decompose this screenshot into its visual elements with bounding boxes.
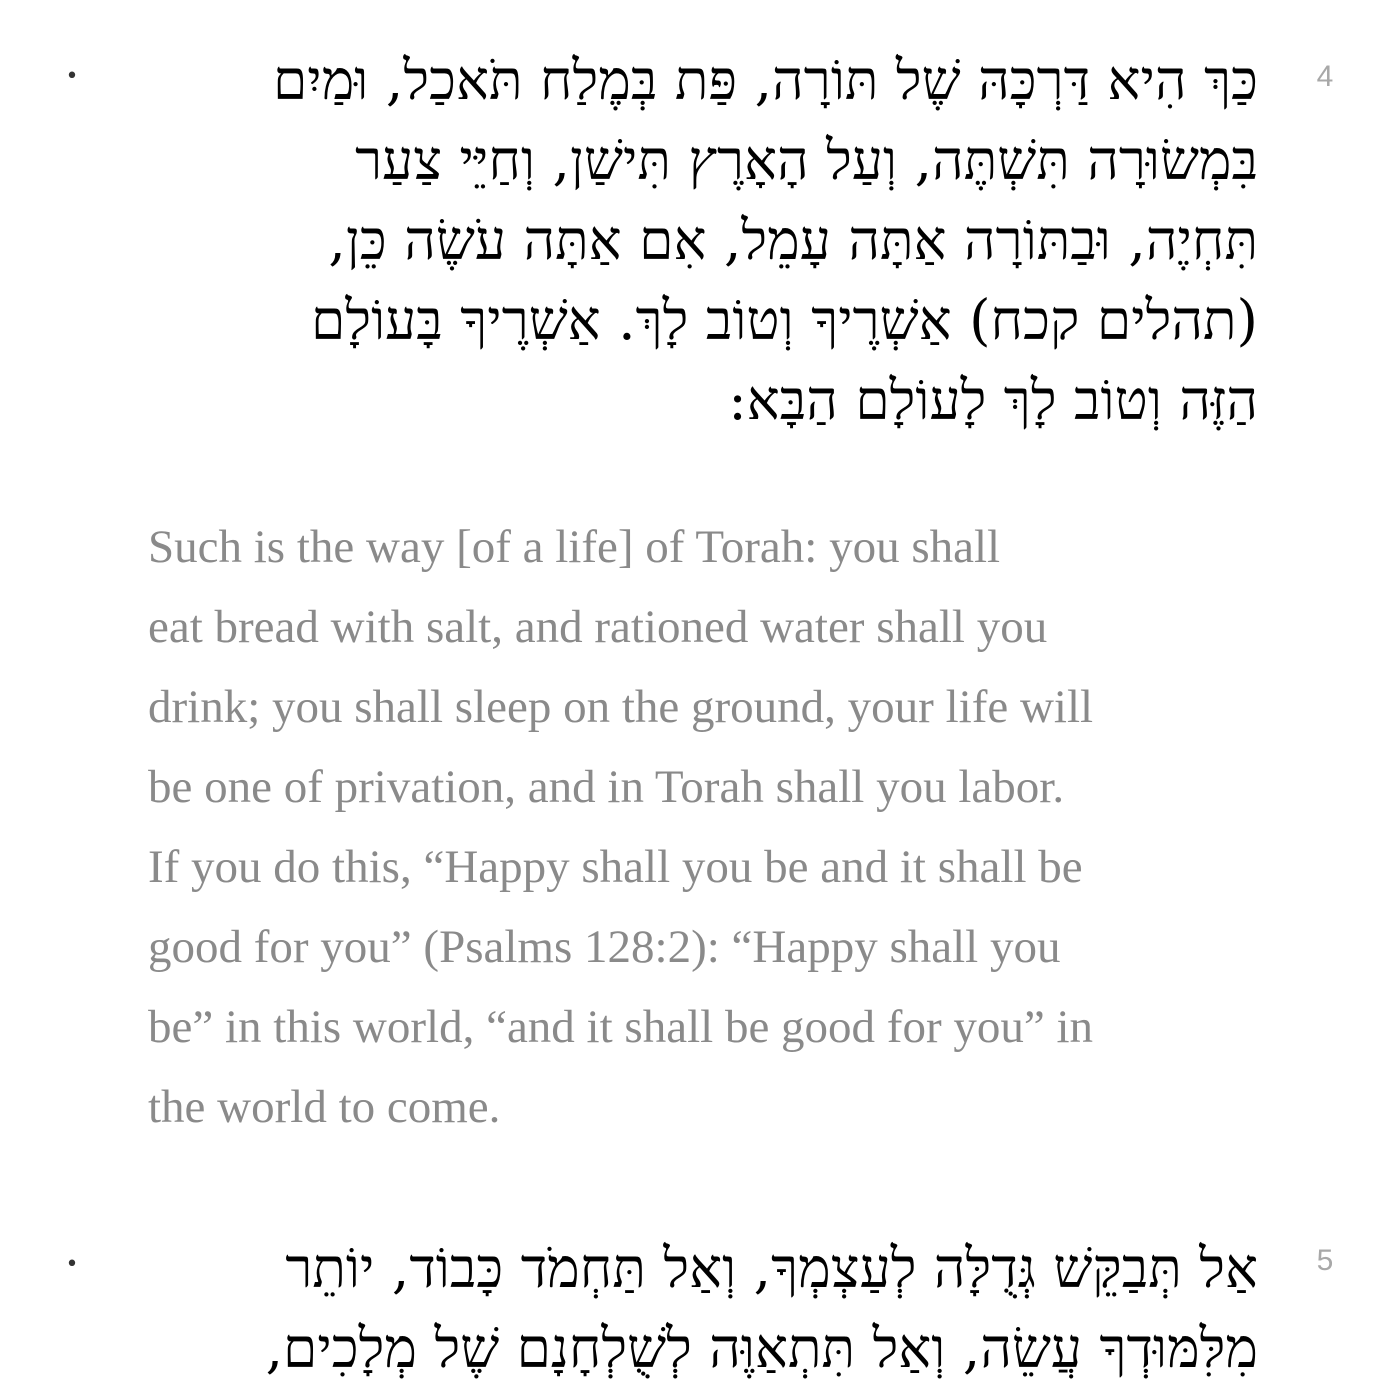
english-line: be” in this world, “and it shall be good for you” in — [148, 1001, 1094, 1053]
english-line: eat bread with salt, and rationed water shall you — [148, 601, 1048, 653]
english-line: good for you” (Psalms 128:2): “Happy shall you — [148, 921, 1061, 973]
hebrew-line: כַּךְ הִיא דַּרְכָּהּ שֶׁל תּוֹרָה, פַּת בְּמֶלַח תֹּאכַל, וּמַיִם — [272, 48, 1258, 112]
hebrew-line: מִלִּמּוּדְךָ עֲשֵׂה, וְאַל תִּתְאַוֶּה לְשֻׁלְחָנָם שֶׁל מְלָכִים, — [265, 1316, 1258, 1380]
verse-number[interactable]: 4 — [1316, 60, 1334, 93]
bullet-icon: • — [65, 1252, 79, 1277]
english-line: Such is the way [of a life] of Torah: you shall — [148, 521, 1001, 573]
english-line: be one of privation, and in Torah shall you labor. — [148, 761, 1065, 813]
english-line: If you do this, “Happy shall you be and it shall be — [148, 841, 1083, 893]
english-translation — [148, 507, 1258, 1147]
hebrew-line: הַזֶּה וְטוֹב לָךְ לָעוֹלָם הַבָּא: — [728, 368, 1258, 432]
english-line: drink; you shall sleep on the ground, your life will — [148, 681, 1094, 733]
hebrew-line: אַל תְּבַקֵּשׁ גְּדֻלָּה לְעַצְמְךָ, וְאַל תַּחְמֹד כָּבוֹד, יוֹתֵר — [285, 1236, 1258, 1300]
bullet-icon: • — [65, 64, 79, 89]
english-line: the world to come. — [148, 1081, 501, 1133]
hebrew-line: תִּחְיֶה, וּבַתּוֹרָה אַתָּה עָמֵל, אִם אַתָּה עֹשֶׂה כֵּן, — [328, 208, 1258, 272]
verse-number[interactable]: 5 — [1316, 1244, 1334, 1277]
hebrew-text — [140, 1228, 1258, 1388]
hebrew-line: בִּמְשׂוּרָה תִּשְׁתֶּה, וְעַל הָאָרֶץ תִּישַׁן, וְחַיֵּי צַעַר — [355, 128, 1258, 192]
hebrew-text — [140, 40, 1258, 440]
hebrew-line: (תהלים קכח) אַשְׁרֶיךָ וְטוֹב לָךְ. אַשְׁרֶיךָ בָּעוֹלָם — [311, 288, 1258, 352]
